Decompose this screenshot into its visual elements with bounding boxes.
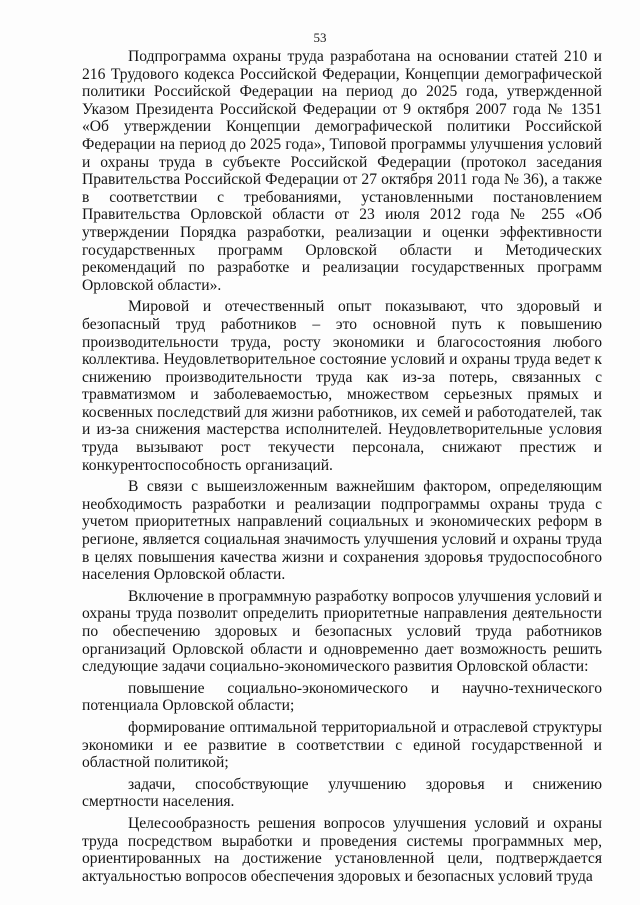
page-number: 53 — [313, 30, 327, 45]
paragraph-social-significance: В связи с вышеизложенным важнейшим фактором, определяющим необходимость разработки и реализации подпрограммы охраны труда с учетом приоритетных направлений социальных и экономических реформ в регионе, является социальная значимость улучшения условий и охраны труда в целях повышения качества жизни и сохранения здоровья трудоспособного населения Орловской области. — [82, 478, 602, 584]
list-item: формирование оптимальной территориальной и отраслевой структуры экономики и ее развитие в соответствии с единой государственной и областной политикой; — [82, 718, 602, 772]
paragraph-legal-basis: Подпрограмма охраны труда разработана на основании статей 210 и 216 Трудового кодекса Российской Федерации, Концепции демографической политики Российской Федерации на период до 2025 года, утвержденной Указом Президента Российской Федерации от 9 октября 2007 года № 1351 «Об утверждении Концепции демографической политики Российской Федерации на период до 2025 года», Типовой программы улучшения условий и охраны труда в субъекте Российской Федерации (протокол заседания Правительства Российской Федерации от 27 октября 2011 года № 36), а также в соответствии с требованиями, установленными постановлением Правительства Орловской области от 23 июля 2012 года № 255 «Об утверждении Порядка разработки, реализации и оценки эффективности государственных программ Орловской области и Методических рекомендаций по разработке и реализации государственных программ Орловской области». — [82, 48, 602, 294]
document-body — [82, 48, 602, 889]
paragraph-world-experience: Мировой и отечественный опыт показывают, что здоровый и безопасный труд работников – это основной путь к повышению производительности труда, росту экономики и благосостояния любого коллектива. Неудовлетворительное состояние условий и охраны труда ведет к снижению производительности труда как из-за потерь, связанных с травматизмом и заболеваемостью, множеством серьезных прямых и косвенных последствий для жизни работников, их семей и работодателей, так и из-за снижения мастерства исполнителей. Неудовлетворительные условия труда вызывают рост текучести персонала, снижают престиж и конкурентоспособность организаций. — [82, 298, 602, 474]
paragraph-program-inclusion: Включение в программную разработку вопросов улучшения условий и охраны труда позволит определить приоритетные направления деятельности по обеспечению здоровых и безопасных условий труда работников организаций Орловской области и одновременно дает возможность решить следующие задачи социально-экономического развития Орловской области: — [82, 587, 602, 676]
paragraph-expediency: Целесообразность решения вопросов улучшения условий и охраны труда посредством выработки и проведения системы программных мер, ориентированных на достижение установленной цели, подтверждается актуальностью вопросов обеспечения здоровых и безопасных условий труда — [82, 814, 602, 885]
list-item: задачи, способствующие улучшению здоровья и снижению смертности населения. — [82, 775, 602, 811]
list-item: повышение социально-экономического и научно-технического потенциала Орловской области; — [82, 679, 602, 715]
